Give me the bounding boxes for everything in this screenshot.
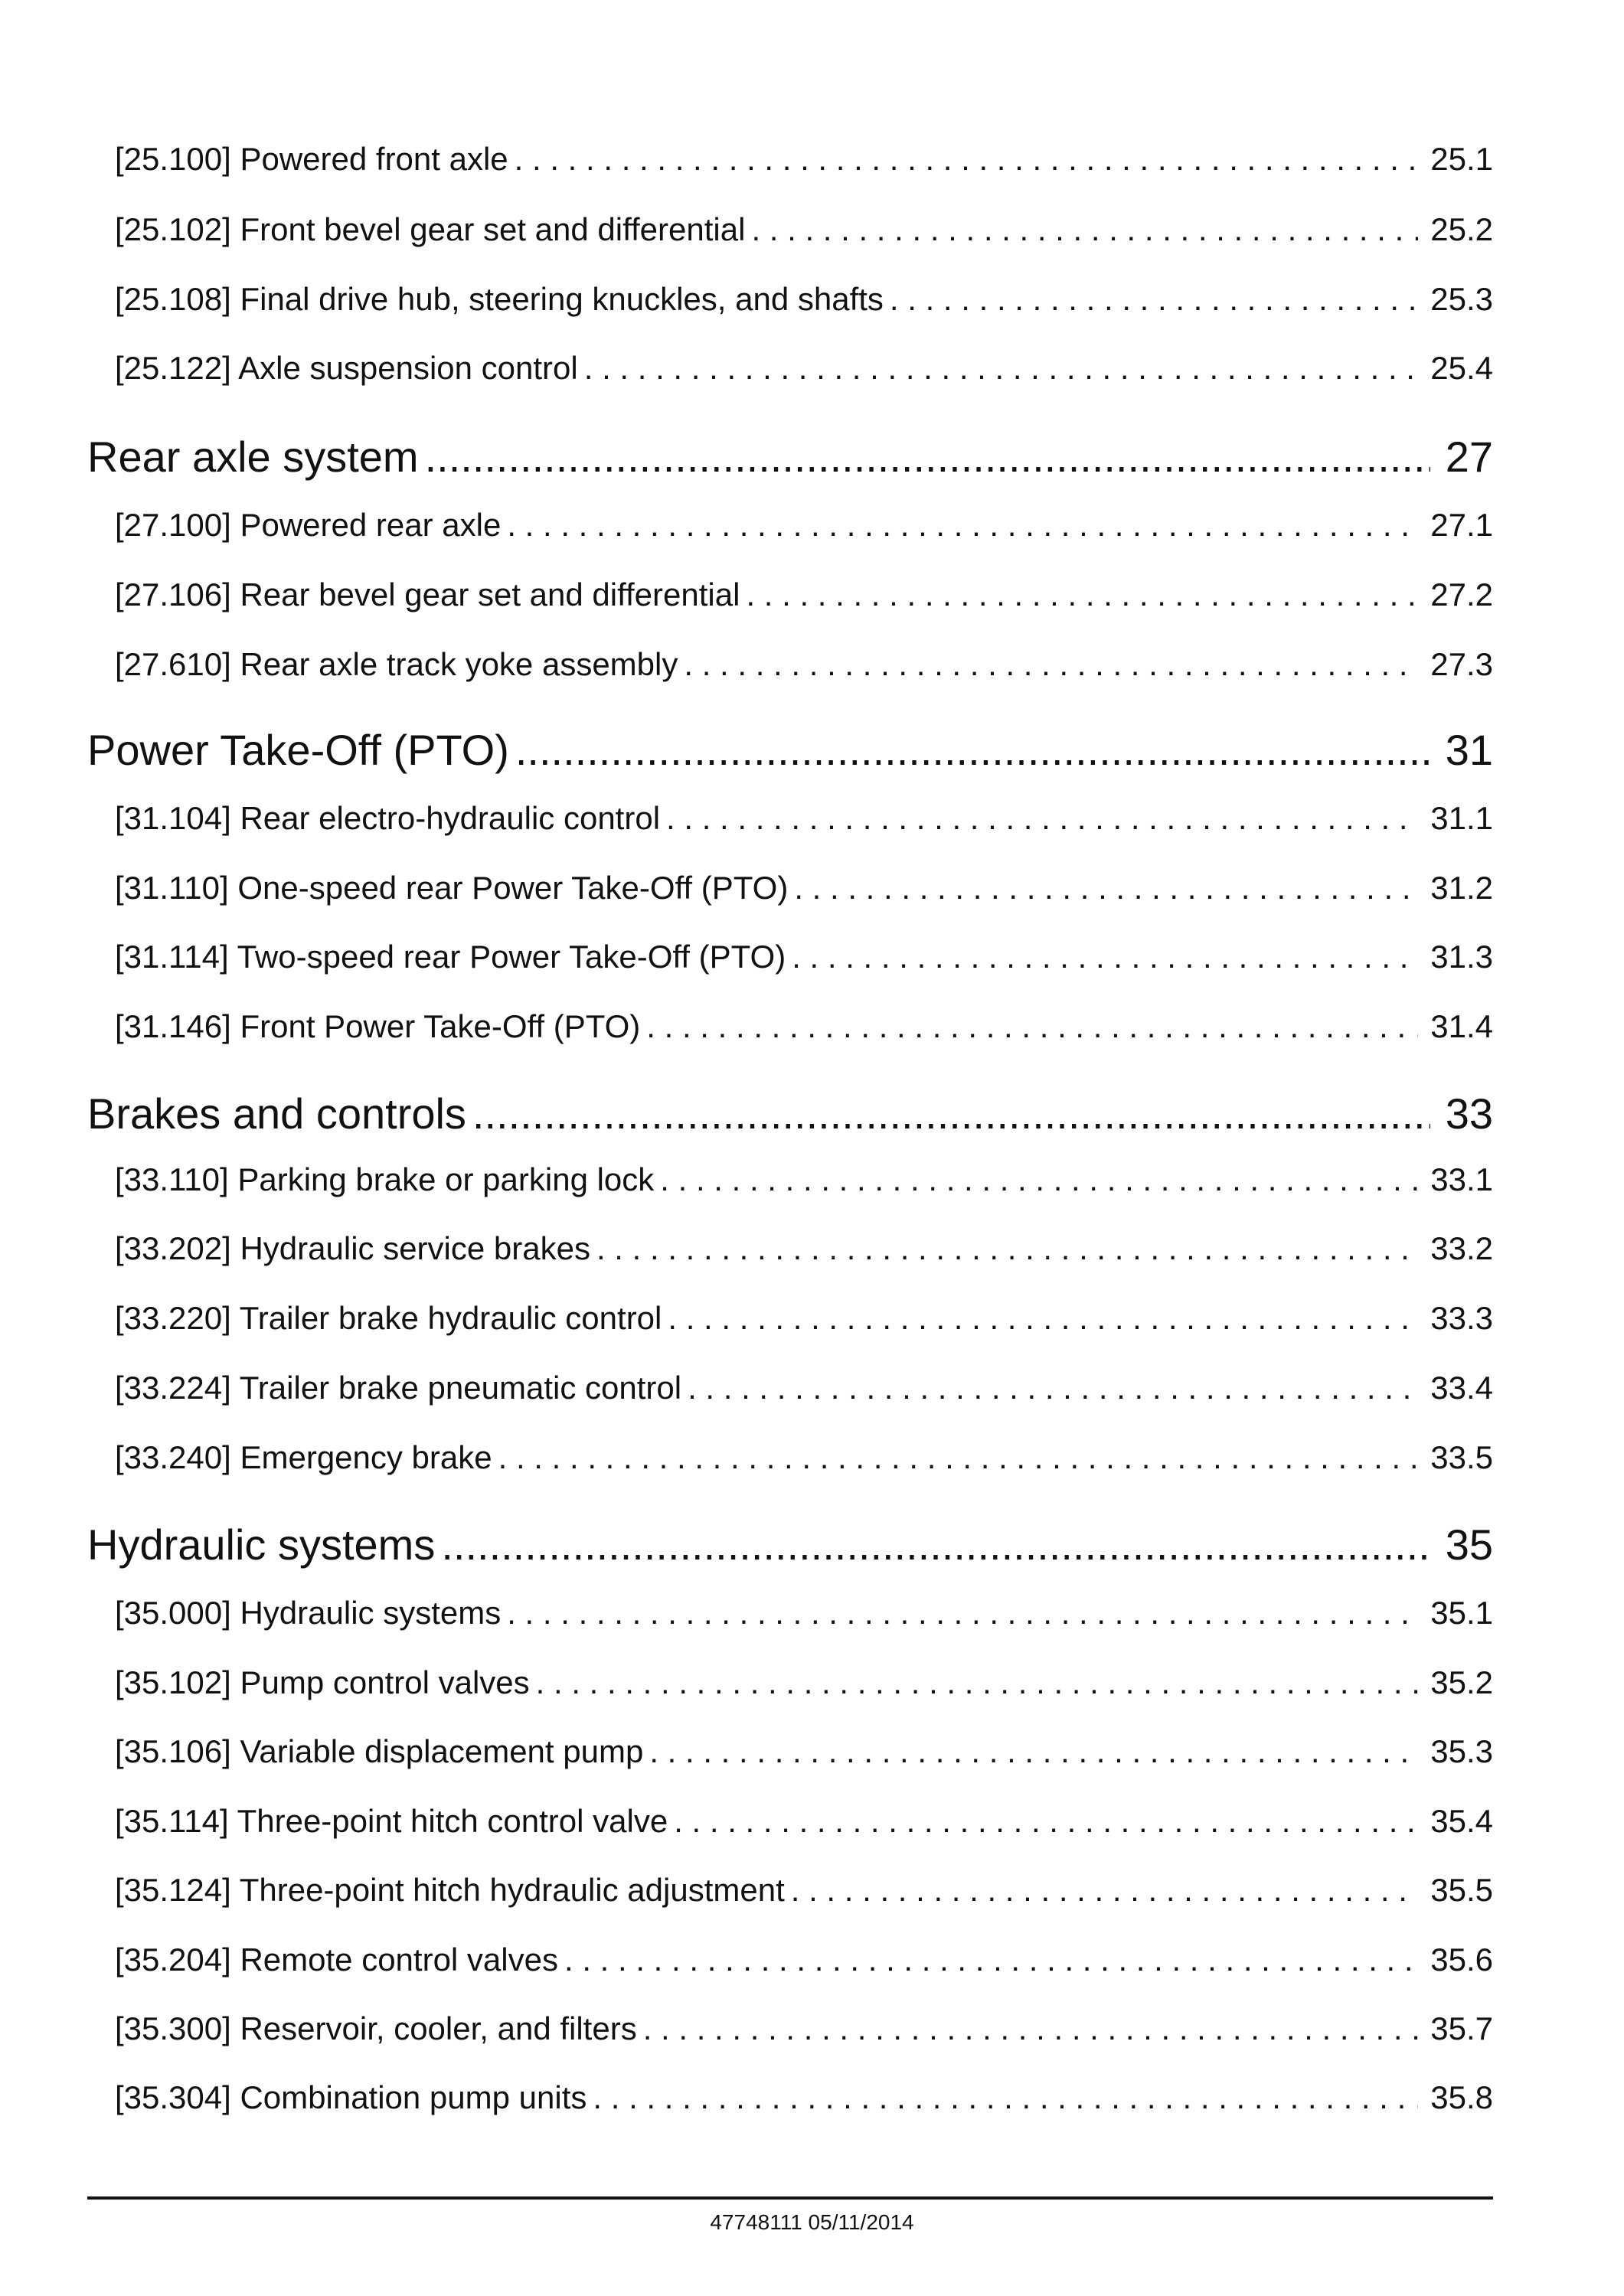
toc-entry[interactable]: [115, 2007, 1493, 2050]
toc-section-title: Hydraulic systems: [87, 1520, 436, 1569]
dot-leader: [646, 1005, 1418, 1048]
toc-entry-title: [27.106] Rear bevel gear set and differential: [115, 576, 740, 612]
dot-leader: [791, 1869, 1418, 1912]
toc-entry[interactable]: [115, 1592, 1493, 1635]
toc-entry[interactable]: [115, 504, 1493, 547]
toc-entry[interactable]: [115, 1005, 1493, 1048]
dot-leader: [890, 278, 1418, 321]
toc-page-number: 25.2: [1430, 211, 1493, 247]
toc-page-number: 33.1: [1430, 1161, 1493, 1197]
dot-leader: [472, 1086, 1430, 1142]
dot-leader: [668, 1297, 1418, 1340]
toc-entry-title: [31.110] One-speed rear Power Take-Off (PTO): [115, 870, 789, 906]
toc-entry-title: [25.108] Final drive hub, steering knuckles, and shafts: [115, 281, 884, 317]
dot-leader: [593, 2076, 1418, 2119]
dot-leader: [660, 1158, 1418, 1201]
toc-page-number: 35: [1445, 1520, 1493, 1569]
toc-entry[interactable]: [115, 1661, 1493, 1704]
toc-entry[interactable]: [115, 1436, 1493, 1479]
toc-entry-title: [35.304] Combination pump units: [115, 2079, 587, 2115]
toc-page-number: 31: [1445, 726, 1493, 774]
toc-entry-title: [35.124] Three-point hitch hydraulic adjustment: [115, 1872, 785, 1908]
dot-leader: [498, 1436, 1418, 1479]
dot-leader: [684, 643, 1418, 686]
toc-entry[interactable]: [115, 278, 1493, 321]
footer-divider: [87, 2196, 1493, 2200]
toc-entry[interactable]: [115, 208, 1493, 251]
toc-entry-title: [25.102] Front bevel gear set and differential: [115, 211, 746, 247]
toc-page-number: 25.3: [1430, 281, 1493, 317]
toc-entry[interactable]: [115, 2076, 1493, 2119]
toc-page-number: 35.5: [1430, 1872, 1493, 1908]
toc-page-number: 35.6: [1430, 1942, 1493, 1978]
toc-entry[interactable]: [115, 1158, 1493, 1201]
toc-entry-title: [25.122] Axle suspension control: [115, 350, 578, 386]
dot-leader: [584, 347, 1418, 390]
toc-section[interactable]: [87, 1086, 1493, 1142]
toc-page-number: 27.3: [1430, 646, 1493, 682]
toc-page-number: 35.3: [1430, 1733, 1493, 1769]
toc-page-number: 33: [1445, 1089, 1493, 1138]
toc-entry[interactable]: [115, 1938, 1493, 1981]
toc-entry-title: [35.102] Pump control valves: [115, 1664, 530, 1700]
toc-entry[interactable]: [115, 643, 1493, 686]
toc-page-number: 35.2: [1430, 1664, 1493, 1700]
toc-entry-title: [31.104] Rear electro-hydraulic control: [115, 800, 661, 836]
toc-entry-title: [33.220] Trailer brake hydraulic control: [115, 1300, 662, 1336]
dot-leader: [688, 1367, 1418, 1409]
toc-page-number: 27.2: [1430, 576, 1493, 612]
toc-section[interactable]: [87, 1517, 1493, 1573]
toc-entry-title: [35.114] Three-point hitch control valve: [115, 1803, 668, 1839]
toc-page-number: 35.8: [1430, 2079, 1493, 2115]
toc-page-number: 31.3: [1430, 939, 1493, 975]
toc-entry[interactable]: [115, 1869, 1493, 1912]
toc-page-number: 35.4: [1430, 1803, 1493, 1839]
toc-entry-title: [31.114] Two-speed rear Power Take-Off (PTO): [115, 939, 786, 975]
dot-leader: [515, 722, 1430, 779]
toc-entry-title: [33.110] Parking brake or parking lock: [115, 1161, 655, 1197]
dot-leader: [666, 797, 1418, 840]
toc-entry-title: [27.610] Rear axle track yoke assembly: [115, 646, 678, 682]
dot-leader: [596, 1227, 1418, 1270]
toc-page-number: 31.1: [1430, 800, 1493, 836]
toc-entry-title: [27.100] Powered rear axle: [115, 507, 502, 543]
dot-leader: [751, 208, 1418, 251]
toc-page-number: 27.1: [1430, 507, 1493, 543]
toc-entry-title: [33.224] Trailer brake pneumatic control: [115, 1370, 682, 1406]
toc-section-title: Brakes and controls: [87, 1089, 466, 1138]
toc-entry-title: [25.100] Powered front axle: [115, 141, 508, 177]
toc-page-number: 31.4: [1430, 1008, 1493, 1044]
toc-page-number: 25.1: [1430, 141, 1493, 177]
toc-entry-title: [35.000] Hydraulic systems: [115, 1595, 502, 1631]
dot-leader: [564, 1938, 1418, 1981]
toc-entry[interactable]: [115, 347, 1493, 390]
dot-leader: [649, 1730, 1418, 1773]
toc-entry[interactable]: [115, 1227, 1493, 1270]
toc-entry[interactable]: [115, 1297, 1493, 1340]
dot-leader: [536, 1661, 1418, 1704]
toc-page-number: 33.3: [1430, 1300, 1493, 1336]
dot-leader: [515, 138, 1418, 181]
toc-entry[interactable]: [115, 1800, 1493, 1843]
toc-entry[interactable]: [115, 1730, 1493, 1773]
toc-entry-title: [35.204] Remote control valves: [115, 1942, 558, 1978]
toc-entry[interactable]: [115, 1367, 1493, 1409]
toc-section[interactable]: [87, 429, 1493, 485]
toc-section-title: Power Take-Off (PTO): [87, 726, 509, 774]
dot-leader: [643, 2007, 1418, 2050]
toc-entry[interactable]: [115, 936, 1493, 978]
dot-leader: [746, 573, 1418, 616]
toc-page-number: 33.2: [1430, 1230, 1493, 1266]
toc-entry-title: [33.202] Hydraulic service brakes: [115, 1230, 590, 1266]
toc-entry[interactable]: [115, 138, 1493, 181]
toc-page-number: 31.2: [1430, 870, 1493, 906]
toc-entry[interactable]: [115, 797, 1493, 840]
toc-page-number: 33.4: [1430, 1370, 1493, 1406]
toc-page-number: 27: [1445, 433, 1493, 481]
toc-entry[interactable]: [115, 573, 1493, 616]
dot-leader: [794, 867, 1418, 910]
toc-page-number: 35.1: [1430, 1595, 1493, 1631]
dot-leader: [507, 504, 1418, 547]
toc-page-number: 33.5: [1430, 1439, 1493, 1475]
toc-entry-title: [35.106] Variable displacement pump: [115, 1733, 644, 1769]
toc-page-number: 25.4: [1430, 350, 1493, 386]
toc-page-number: 35.7: [1430, 2010, 1493, 2046]
dot-leader: [441, 1517, 1430, 1573]
toc-entry[interactable]: [115, 867, 1493, 910]
dot-leader: [792, 936, 1418, 978]
dot-leader: [425, 429, 1430, 485]
footer-document-info: 47748111 05/11/2014: [710, 2210, 914, 2234]
toc-entry-title: [31.146] Front Power Take-Off (PTO): [115, 1008, 641, 1044]
toc-entry-title: [33.240] Emergency brake: [115, 1439, 492, 1475]
dot-leader: [507, 1592, 1418, 1635]
toc-section[interactable]: [87, 722, 1493, 779]
dot-leader: [674, 1800, 1418, 1843]
toc-section-title: Rear axle system: [87, 433, 419, 481]
toc-entry-title: [35.300] Reservoir, cooler, and filters: [115, 2010, 637, 2046]
